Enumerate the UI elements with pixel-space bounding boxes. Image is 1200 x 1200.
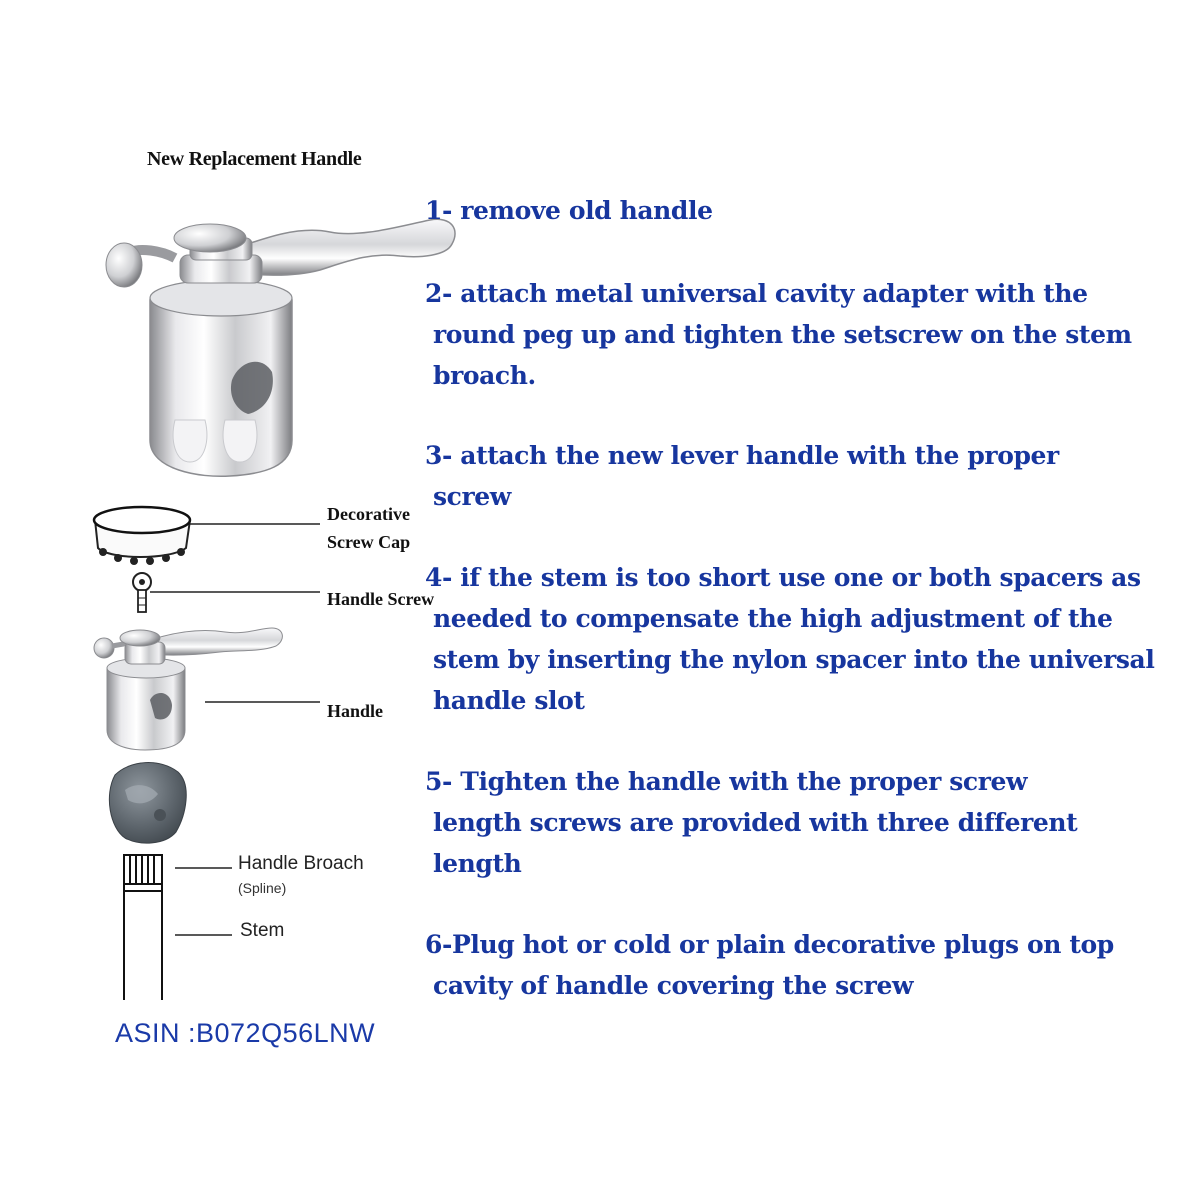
screw-cap-label-line1: Decorative <box>327 504 410 524</box>
step-2-line-3: broach. <box>433 361 536 390</box>
handle-screw-label: Handle Screw <box>327 589 435 609</box>
diagram-caption: New Replacement Handle <box>147 148 362 170</box>
step-3-line-2: screw <box>433 482 511 511</box>
step-5 <box>425 761 1077 884</box>
cavity-adapter-image <box>109 763 186 844</box>
step-1 <box>425 190 713 231</box>
step-5-line-1: 5- Tighten the handle with the proper screw <box>425 767 1028 796</box>
step-4-line-2: needed to compensate the high adjustment of the <box>433 604 1113 633</box>
step-2-line-2: round peg up and tighten the setscrew on the stem <box>433 320 1132 349</box>
handle-screw-image <box>133 573 320 612</box>
asin-label: ASIN :B072Q56LNW <box>115 1018 376 1048</box>
handle-label: Handle <box>327 701 384 721</box>
step-5-line-3: length <box>433 849 522 878</box>
stem-image <box>124 855 232 1000</box>
stem-label: Stem <box>240 920 285 941</box>
step-2 <box>425 273 1132 396</box>
step-2-line-1: 2- attach metal universal cavity adapter with the <box>425 279 1088 308</box>
screw-cap-label <box>327 500 410 556</box>
step-5-line-2: length screws are provided with three different <box>433 808 1078 837</box>
small-handle-image <box>94 628 320 750</box>
step-4-line-3: stem by inserting the nylon spacer into the universal <box>433 645 1155 674</box>
step-4 <box>425 557 1154 721</box>
broach-label: Handle Broach <box>238 853 364 874</box>
screw-cap-image <box>94 507 320 565</box>
step-4-line-4: handle slot <box>433 686 585 715</box>
step-6-line-2: cavity of handle covering the screw <box>433 971 914 1000</box>
large-handle-image <box>106 219 455 476</box>
step-6-line-1: 6-Plug hot or cold or plain decorative plugs on top <box>425 930 1114 959</box>
step-1-line-1: 1- remove old handle <box>425 196 713 225</box>
step-6 <box>425 924 1114 1006</box>
step-3-line-1: 3- attach the new lever handle with the proper <box>425 441 1059 470</box>
screw-cap-label-line2: Screw Cap <box>327 532 411 552</box>
step-3 <box>425 435 1059 517</box>
step-4-line-1: 4- if the stem is too short use one or both spacers as <box>425 563 1141 592</box>
broach-sub-label: (Spline) <box>238 880 287 896</box>
